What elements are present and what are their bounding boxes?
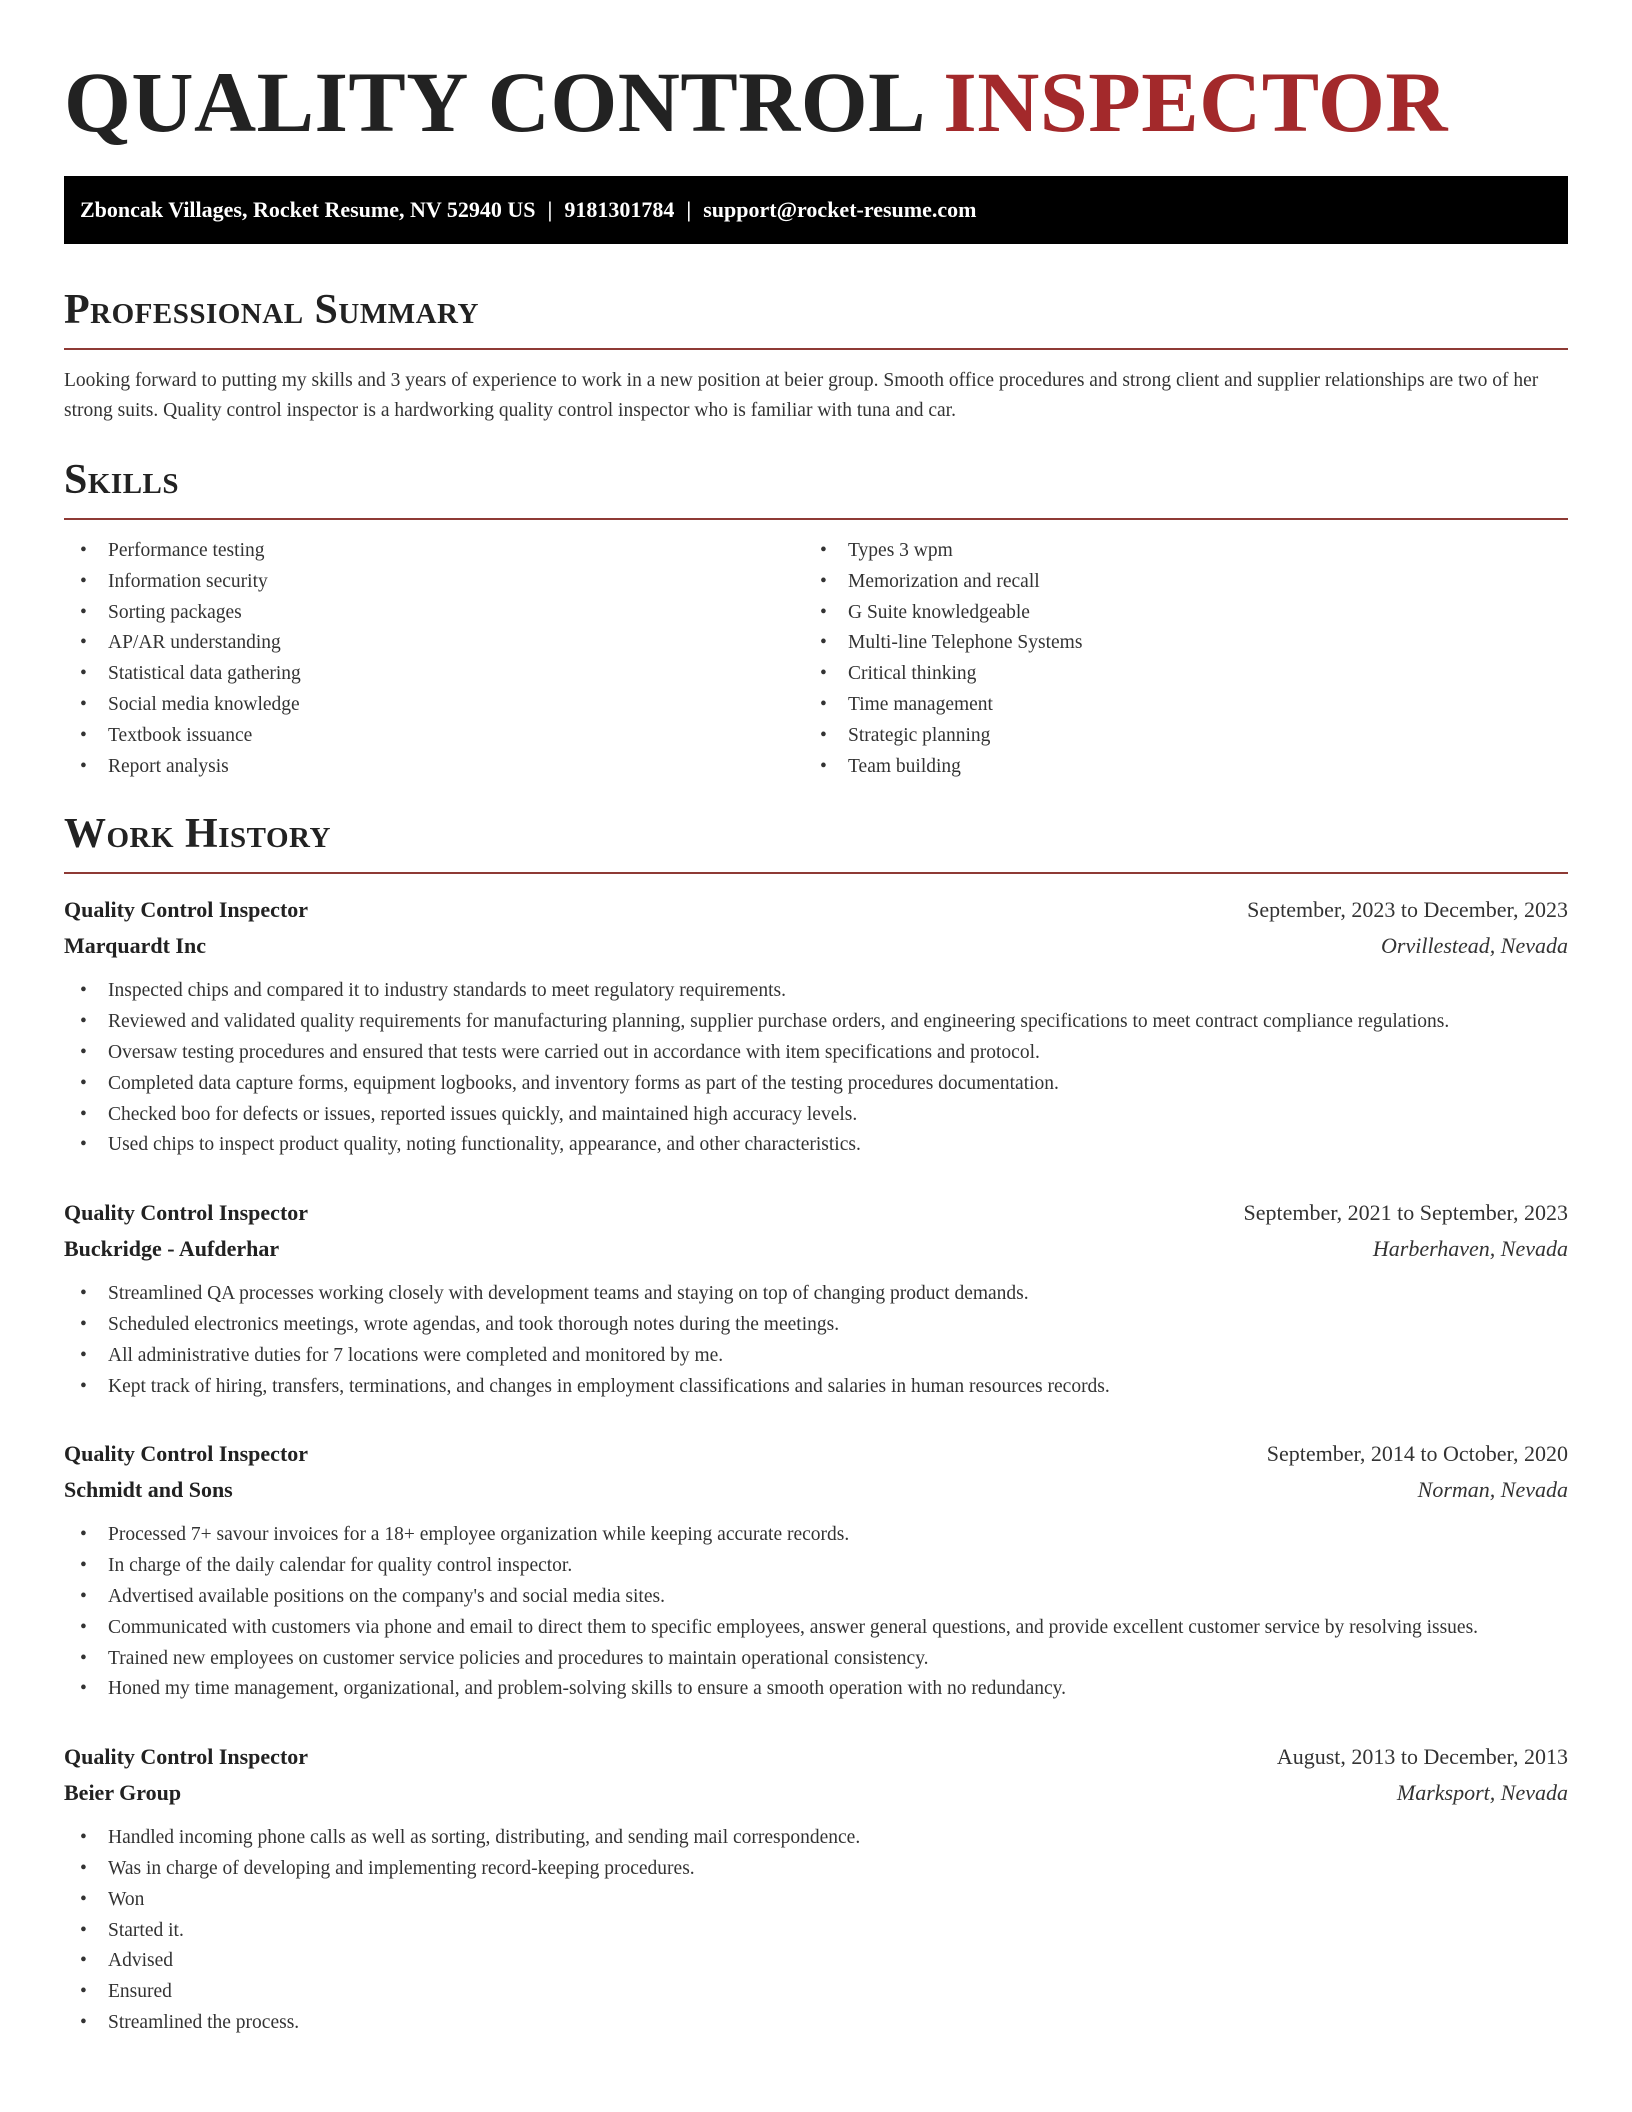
skill-item: • Multi-line Telephone Systems [804,628,1544,659]
skills-grid [64,536,1568,782]
contact-separator: | [686,197,692,222]
job-company: Beier Group [64,1780,182,1806]
skill-item: • Strategic planning [804,721,1544,752]
job-title: Quality Control Inspector [64,1744,309,1770]
job-dates: August, 2013 to December, 2013 [1276,1744,1568,1770]
job-location: Orvillestead, Nevada [1381,933,1568,959]
job-bullet: • Advertised available positions on the company's and social media sites. [64,1582,1568,1613]
job-header-row [64,1195,1568,1231]
skill-item: • Performance testing [64,536,804,567]
skills-column-right [804,536,1544,782]
job-bullet: • Checked boo for defects or issues, reported issues quickly, and maintained high accuracy levels. [64,1100,1568,1131]
skill-item: • Social media knowledge [64,690,804,721]
job-bullet: • Completed data capture forms, equipment logbooks, and inventory forms as part of the testing procedures documentation. [64,1069,1568,1100]
skill-item: • Textbook issuance [64,721,804,752]
job-location: Marksport, Nevada [1396,1780,1568,1806]
job-bullet: • Advised [64,1946,1568,1977]
skills-list-left [64,536,804,782]
job-dates: September, 2014 to October, 2020 [1266,1441,1568,1467]
skill-item: • Memorization and recall [804,567,1544,598]
job-entry [64,1436,1568,1705]
job-bullet: • Kept track of hiring, transfers, terminations, and changes in employment classifications and salaries in human resources records. [64,1372,1568,1403]
job-company: Buckridge - Aufderhar [64,1236,280,1262]
contact-address: Zboncak Villages, Rocket Resume, NV 52940 US [80,197,536,222]
job-bullet: • All administrative duties for 7 locations were completed and monitored by me. [64,1341,1568,1372]
job-bullets [64,976,1568,1161]
job-entry [64,892,1568,1161]
skills-column-left [64,536,804,782]
summary-divider [64,348,1568,350]
job-header-row [64,892,1568,928]
job-header-row [64,1436,1568,1472]
summary-text: Looking forward to putting my skills and 3 years of experience to work in a new position at beier group. Smooth office procedures and strong client and supplier relationships are two of her strong suits. Quality control inspector is a hardworking quality control inspector who is familiar with tuna and car. [64,370,1539,421]
job-company-row [64,1231,1568,1267]
job-bullet: • In charge of the daily calendar for quality control inspector. [64,1551,1568,1582]
job-entry [64,1195,1568,1402]
skill-item: • Report analysis [64,752,804,783]
job-bullet: • Communicated with customers via phone and email to direct them to specific employees, answer general questions, and provide excellent customer service by resolving issues. [64,1613,1568,1644]
job-title: Quality Control Inspector [64,1441,309,1467]
job-bullet: • Streamlined the process. [64,2008,1568,2039]
job-company-row [64,928,1568,964]
job-bullets [64,1279,1568,1402]
job-company-row [64,1472,1568,1508]
job-location: Harberhaven, Nevada [1372,1236,1568,1262]
summary-heading: Professional Summary [64,287,479,333]
job-bullet: • Streamlined QA processes working closely with development teams and staying on top of changing product demands. [64,1279,1568,1310]
work-history-section [64,808,1568,2038]
skill-item: • Statistical data gathering [64,659,804,690]
job-title: Quality Control Inspector [64,897,309,923]
skill-item: • AP/AR understanding [64,628,804,659]
skill-item: • Critical thinking [804,659,1544,690]
job-bullet: • Inspected chips and compared it to industry standards to meet regulatory requirements. [64,976,1568,1007]
job-entry [64,1739,1568,2039]
job-bullet: • Processed 7+ savour invoices for a 18+ employee organization while keeping accurate records. [64,1520,1568,1551]
job-dates: September, 2023 to December, 2023 [1247,897,1568,923]
job-location: Norman, Nevada [1417,1477,1568,1503]
job-bullet: • Used chips to inspect product quality, noting functionality, appearance, and other characteristics. [64,1130,1568,1161]
skill-item: • Sorting packages [64,598,804,629]
skills-list-right [804,536,1544,782]
job-title: Quality Control Inspector [64,1200,309,1226]
job-bullet: • Reviewed and validated quality requirements for manufacturing planning, supplier purchase orders, and engineering specifications to meet contract compliance regulations. [64,1007,1568,1038]
skills-section [64,454,1568,782]
resume-name [64,52,1568,160]
contact-bar [64,176,1568,244]
resume-page [64,0,1568,2039]
job-bullets [64,1823,1568,2039]
skill-item: • Team building [804,752,1544,783]
contact-email: support@rocket-resume.com [703,197,977,222]
job-bullet: • Scheduled electronics meetings, wrote agendas, and took thorough notes during the meetings. [64,1310,1568,1341]
contact-separator: | [547,197,553,222]
job-bullet: • Oversaw testing procedures and ensured that tests were carried out in accordance with item specifications and protocol. [64,1038,1568,1069]
skill-item: • Time management [804,690,1544,721]
skill-item: • G Suite knowledgeable [804,598,1544,629]
summary-section [64,284,1568,426]
job-company: Marquardt Inc [64,933,206,959]
skill-item: • Types 3 wpm [804,536,1544,567]
job-bullet: • Was in charge of developing and implementing record-keeping procedures. [64,1854,1568,1885]
job-bullet: • Started it. [64,1916,1568,1947]
job-bullet: • Honed my time management, organizational, and problem-solving skills to ensure a smooth operation with no redundancy. [64,1674,1568,1705]
contact-phone: 9181301784 [564,197,675,222]
job-bullets [64,1520,1568,1705]
work-history-divider [64,872,1568,874]
job-company: Schmidt and Sons [64,1477,233,1503]
name-accent: INSPECTOR [943,54,1449,150]
skill-item: • Information security [64,567,804,598]
job-company-row [64,1775,1568,1811]
name-primary: QUALITY CONTROL [64,54,922,150]
job-bullet: • Trained new employees on customer service policies and procedures to maintain operational consistency. [64,1644,1568,1675]
work-history-heading: Work History [64,811,331,858]
skills-heading: Skills [64,457,180,503]
job-bullet: • Ensured [64,1977,1568,2008]
job-bullet: • Won [64,1885,1568,1916]
skills-divider [64,518,1568,520]
job-dates: September, 2021 to September, 2023 [1243,1200,1568,1226]
job-header-row [64,1739,1568,1775]
job-bullet: • Handled incoming phone calls as well as sorting, distributing, and sending mail correspondence. [64,1823,1568,1854]
